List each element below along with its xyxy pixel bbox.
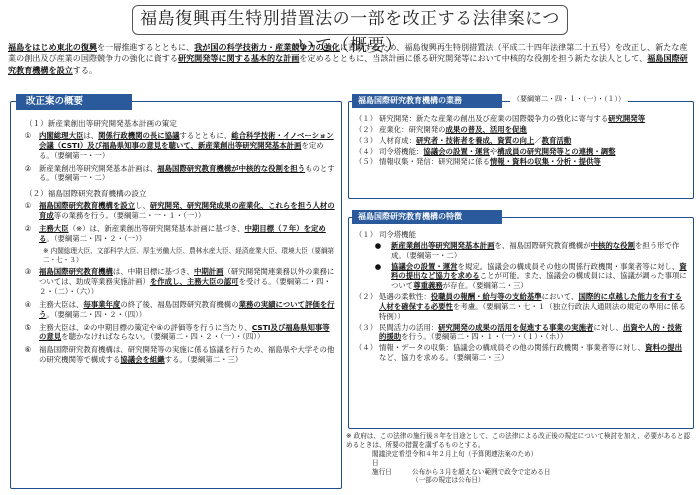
list-item [17, 164, 336, 184]
text-run: 研究者・技術者を養成、資質の向上 [415, 135, 535, 145]
text-run: （研究開発関連業務以外の業務については、助成等業務実施計画） [39, 267, 335, 287]
item-text [39, 323, 336, 343]
features-list [353, 230, 687, 363]
item-number: （４） [354, 343, 378, 353]
item-text [379, 157, 687, 167]
footer-row [346, 468, 696, 477]
item-number: （３） [354, 322, 378, 332]
text-run: 中期計画 [193, 267, 224, 277]
text-run: 産業化：研究開発の [379, 124, 446, 134]
text-run: 情報・資料の収集・分析・提供等 [489, 157, 601, 167]
text-run: 司令塔機能 [379, 230, 416, 239]
text-run: 業務の実績について評価を行う [39, 299, 335, 319]
text-run: 研究開発等 [608, 114, 646, 123]
list-item [17, 267, 336, 297]
section1-items [17, 131, 336, 183]
text-run: （※）は、新産業創出等研究開発基本計画に基づき、 [68, 224, 245, 234]
list-item [353, 230, 687, 240]
section2-items-b [17, 267, 336, 365]
item-text [39, 131, 336, 161]
list-item [353, 136, 687, 146]
text-run: 国際的に卓越した能力を有する人材を確保する必要性 [379, 292, 682, 311]
text-run: ものとする。（要綱第一・二） [39, 163, 335, 183]
text-run: ／ [534, 135, 542, 145]
duties-box [348, 101, 694, 199]
text-run: や [489, 146, 498, 156]
text-run: 我が国の科学技術力・産業競争力の強化 [194, 42, 340, 52]
text-run: を定めるとともに、当該計画に係る研究開発等において中核的な役割を担う新たな法人として、 [299, 53, 648, 64]
text-run: 人材育成： [379, 135, 416, 145]
text-run: 協議会の設置・運営 [391, 261, 458, 271]
list-item [353, 125, 687, 135]
text-run: に対し、 [593, 322, 623, 332]
text-run: 等の業務を行う。（要綱第二・一・１・（一）） [53, 211, 206, 221]
item-number: （１） [354, 230, 378, 239]
section1-heading: （１）新産業創出等研究開発基本計画の策定 [25, 119, 177, 128]
text-run: 協議会の設置・運営 [423, 146, 490, 156]
footer [346, 432, 696, 485]
footer-value: （一部の規定は公布日） [412, 476, 485, 485]
text-run: する。（要綱第二・三） [164, 355, 243, 365]
text-run: を行う。（要綱第二・四・１・（一）・（１）・（ホ）） [401, 332, 568, 342]
footer-row [346, 476, 696, 485]
text-run: 情報収集・発信：研究開発に係る [379, 157, 490, 167]
text-run: 協議会を組織 [120, 355, 165, 365]
text-run: 情報・データの収集：協議会の構成員その他の関係行政機関・事業者等に対し、 [379, 343, 646, 353]
list-item [17, 345, 336, 365]
overview-heading: 改正案の概要 [16, 94, 132, 110]
list-item [353, 147, 687, 157]
duties-list [353, 114, 687, 167]
item-text [39, 201, 336, 221]
list-item [365, 262, 687, 292]
duties-heading-text: 福島国際研究教育機構の業務 [358, 96, 462, 105]
text-run: において、 [541, 292, 579, 302]
list-item [17, 323, 336, 343]
item-text [379, 114, 687, 124]
footer-key: 施行日 [372, 467, 392, 476]
text-run: 福島国際研究教育機構を設立 [39, 201, 136, 211]
text-run: 毎事業年度 [83, 299, 121, 309]
item-number: （２） [354, 124, 378, 134]
item-text [379, 343, 687, 363]
text-run: 研究開発：新たな産業の創出及び産業の国際競争力の強化に寄与する [379, 114, 609, 123]
footer-key: 閣議決定希望日 [372, 449, 412, 467]
text-run: に貢献するため、福島復興再生特別措置法（平成二十四年法律第二十五号）を改正し、新たな産業の創出及び産業の国際競争力の強化に資する [8, 42, 688, 64]
text-run: 主務大臣は、 [39, 299, 84, 309]
text-run: を定める。（要綱第一・一） [39, 140, 324, 160]
text-run: を担う形で作成。（要綱第一・二） [391, 240, 680, 260]
text-run: 資料の提出 [645, 343, 683, 353]
list-item [17, 300, 336, 320]
item-text [39, 267, 336, 297]
text-run: 主務大臣 [39, 224, 69, 234]
features-heading [352, 210, 502, 224]
text-run: 研究開発の成果の活用を促進する事業の実施者 [438, 322, 594, 332]
item-text [379, 125, 687, 135]
text-run: 民間活力の活用： [379, 322, 439, 332]
item-number: （３） [354, 135, 378, 145]
text-run: 尊重義務 [413, 281, 443, 291]
item-text [39, 164, 336, 184]
text-run: し、 [135, 201, 150, 211]
item-number: ④ [24, 299, 32, 309]
item-number: ① [24, 131, 32, 141]
text-run: 資料の提出など協力を求める [391, 261, 687, 281]
item-number: ② [24, 224, 32, 234]
footer-note: ※ 政府は、この法律の施行後８年を目途として、この法律による改正後の規定について検討を加え、必要があると認めるときは、所要の措置を講ずるものとする。 [346, 432, 691, 449]
item-number: ● [374, 240, 382, 250]
item-number: ● [374, 261, 382, 271]
text-run: を作成し、主務大臣の認可 [149, 277, 239, 287]
item-number: （２） [354, 292, 378, 302]
text-run: する。 [72, 64, 98, 75]
text-run: 司令塔機能： [379, 146, 424, 156]
item-text [379, 230, 687, 240]
text-run: 主務大臣は、②の中期目標の策定や④の評価等を行うに当たり、 [39, 322, 252, 332]
text-run: 福島国際研究教育機構は、研究開発等の実施に係る協議を行うため、福島県や大学その他の研究機関等で構成する [39, 345, 335, 365]
text-run: 福島国際研究教育機構が中核的な役割を担う [157, 163, 306, 173]
section2-items [17, 201, 336, 243]
list-item [353, 157, 687, 167]
text-run: CSTI及び福島県知事等の意見 [39, 322, 330, 342]
minister-note: ※ 内閣総理大臣、文部科学大臣、厚生労働大臣、農林水産大臣、経済産業大臣、環境大臣（要綱第二・七・３） [43, 246, 335, 264]
text-run: 新産業創出等研究開発基本計画 [391, 240, 495, 250]
item-number: ⑤ [24, 322, 32, 332]
item-text [391, 262, 687, 292]
text-run: など、協力を求める。（要綱第二・三） [379, 353, 509, 363]
item-number: （１） [354, 114, 378, 123]
text-run: 中期目標（７年）を定める [39, 224, 326, 243]
text-run: を、福島国際研究教育機構が [494, 240, 591, 250]
text-run: 教育活動 [541, 135, 572, 145]
intro-paragraph [8, 42, 694, 76]
item-number: ① [24, 201, 32, 211]
item-text [391, 241, 687, 261]
item-number: （４） [354, 146, 378, 156]
text-run: 。（要綱第二・四・２・（四）） [46, 309, 147, 319]
list-item [365, 241, 687, 261]
text-run: 関係行政機関の長に協議 [98, 131, 180, 141]
list-item [353, 292, 687, 322]
footer-rows [346, 450, 696, 486]
text-run: 福島国際研究教育機構 [39, 267, 113, 277]
features-box [348, 217, 694, 429]
text-run: を一層推進するとともに、 [97, 42, 195, 52]
text-run: 構成員の研究開発等との連携・調整 [497, 146, 616, 156]
text-run: 。（要綱第二・四・２・（一）） [46, 233, 147, 243]
text-run: 役職員の報酬・給与等の支給基準 [430, 292, 542, 302]
item-number: （５） [354, 157, 378, 167]
text-run: 新産業創出等研究開発基本計画は、 [39, 163, 158, 173]
list-item [17, 224, 336, 244]
text-run: ことが可能。また、協議会の構成員には、協議が調った事項について [391, 271, 687, 291]
list-item [353, 114, 687, 124]
list-item [353, 343, 687, 363]
footer-value: 令和４年２月上旬（予算関連法案のため） [412, 449, 538, 458]
text-run: するとともに、 [179, 131, 232, 141]
duties-heading [352, 94, 502, 108]
item-text [39, 224, 336, 244]
item-text [379, 147, 687, 157]
item-text [379, 292, 687, 322]
item-number: ⑥ [24, 345, 32, 355]
duties-ref: （要綱第二・四・１・（一）・（１）） [510, 95, 628, 104]
text-run: 新産業創出等研究開発基本計画 [197, 140, 302, 150]
text-run: 福島をはじめ東北の復興 [8, 42, 98, 52]
footer-value: 公布から３月を超えない範囲で政令で定める日 [412, 467, 551, 476]
page-title: 福島復興再生特別措置法の一部を改正する法律案について（概要） [132, 5, 568, 35]
text-run: 研究開発、研究開発成果の産業化、これらを担う人材の育成 [39, 201, 335, 221]
features-heading-text: 福島国際研究教育機構の特徴 [358, 212, 462, 221]
text-run: 処遇の柔軟性： [379, 292, 431, 302]
text-run: は、 [83, 131, 99, 141]
footer-row [346, 450, 696, 468]
text-run: の終了後、福島国際研究教育機構の [120, 299, 239, 309]
text-run: 内閣総理大臣 [39, 131, 84, 141]
text-run: を受ける。（要綱第二・四・２・（二）・（六）） [39, 277, 331, 296]
text-run: 研究開発等に関する基本的な計画 [177, 53, 300, 64]
item-text [39, 300, 336, 320]
text-run: 中核的な役割 [590, 240, 635, 250]
item-text [379, 323, 687, 343]
item-number: ② [24, 163, 32, 173]
text-run: を規定。協議会の構成員その他の関係行政機関・事業者等に対し、 [457, 261, 680, 271]
section2-heading: （２）福島国際研究教育機構の設立 [25, 189, 147, 199]
text-run: 総合科学技術・イノベーション会議（CSTI）及び福島県知事の意見を聴いて、 [39, 131, 334, 150]
list-item [17, 131, 336, 161]
item-text [39, 345, 336, 365]
text-run: が存在。（要綱第二・三） [442, 281, 528, 291]
text-run: は、中期目標に基づき、 [112, 267, 194, 277]
list-item [353, 323, 687, 343]
item-number: ③ [24, 267, 32, 277]
list-item [17, 201, 336, 221]
item-text [379, 136, 687, 146]
text-run: を考慮。（要綱第二・七・１（独立行政法人通則法の規定の準用に係る特例）） [379, 301, 686, 321]
text-run: を聴かなければならない。（要綱第二・四・２・（一）・（四）） [61, 332, 265, 342]
text-run: 出資や人的・技術的援助 [379, 322, 683, 342]
footer-key [346, 476, 412, 485]
overview-box [10, 101, 342, 489]
text-run: 福島国際研究教育機構を設立 [8, 53, 688, 75]
text-run: 成果の普及、活用を促進 [445, 124, 527, 134]
